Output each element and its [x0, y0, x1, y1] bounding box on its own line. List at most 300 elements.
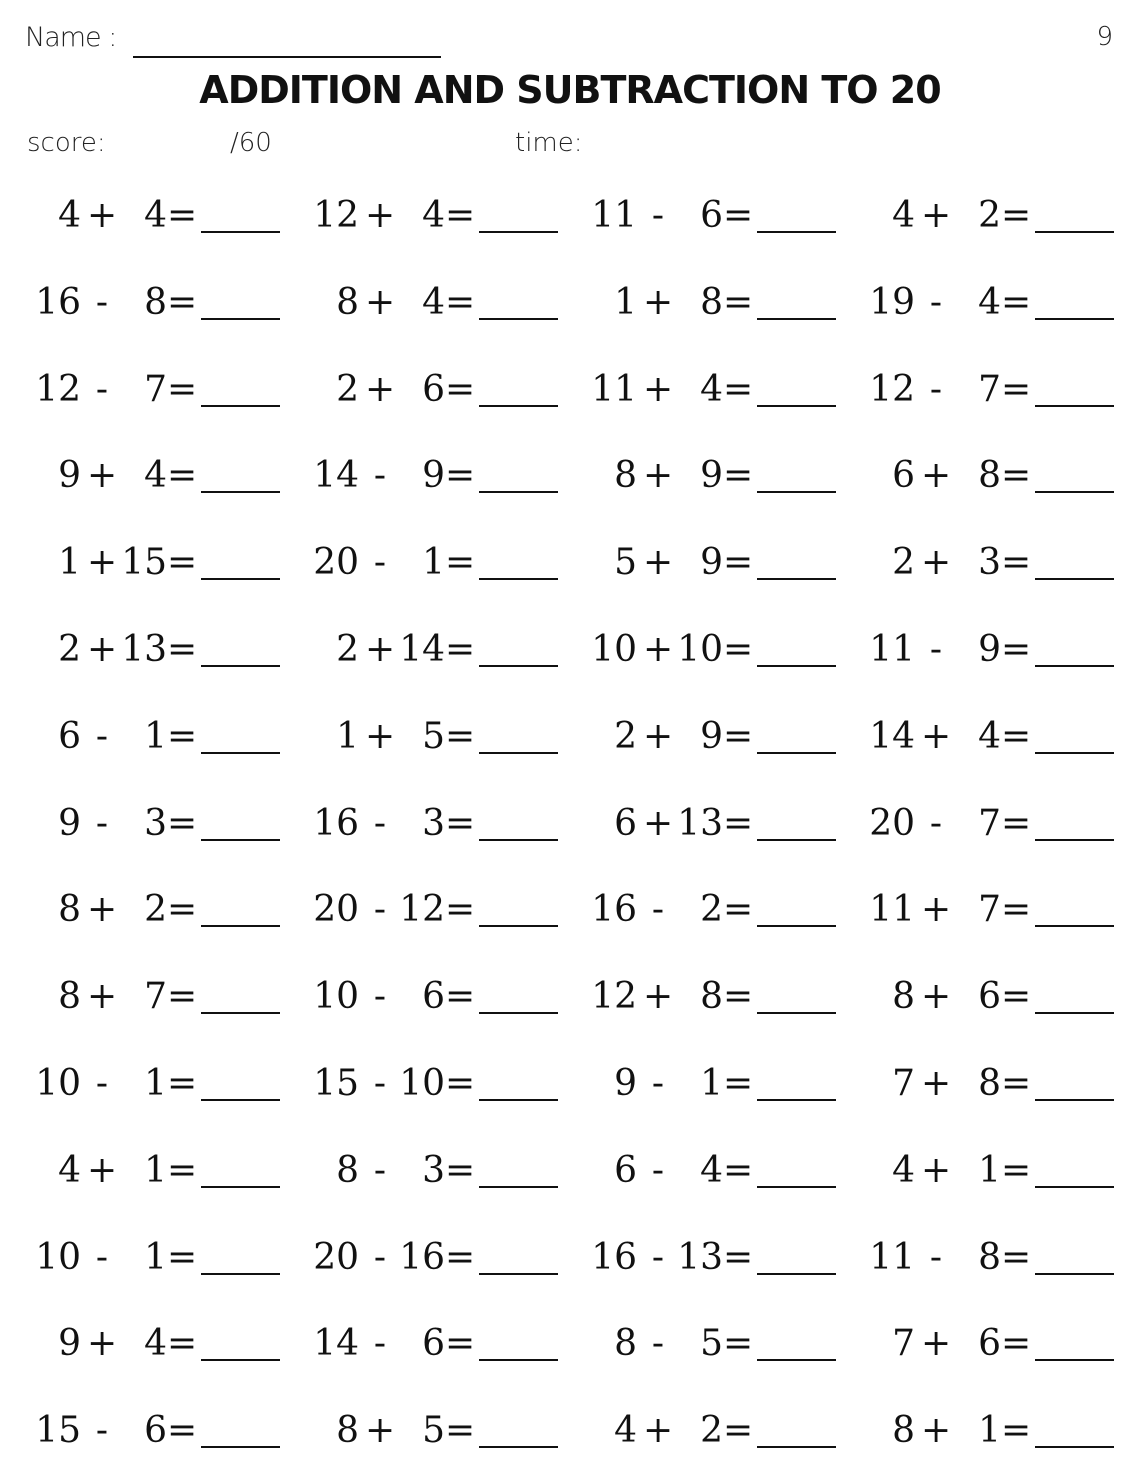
second-operand: 4: [144, 1323, 167, 1365]
operator-sign: +: [643, 542, 674, 584]
operator-sign: +: [365, 195, 396, 236]
problem-item: [869, 712, 1139, 762]
operator-sign: -: [651, 1323, 665, 1365]
first-operand: 1: [336, 715, 359, 757]
problem-item: [591, 625, 861, 675]
problem-item: [35, 1319, 305, 1369]
first-operand: 7: [892, 1063, 915, 1104]
equals-sign: =: [445, 976, 476, 1018]
operator-sign: -: [373, 455, 387, 497]
answer-blank[interactable]: [201, 1099, 280, 1101]
operator-sign: -: [373, 542, 387, 584]
equals-sign: =: [445, 542, 476, 584]
answer-blank[interactable]: [1035, 231, 1114, 233]
operator-sign: +: [921, 1149, 952, 1191]
equals-sign: =: [167, 368, 198, 410]
first-operand: 8: [58, 889, 81, 931]
equals-sign: =: [723, 195, 754, 236]
problem-item: [35, 1233, 305, 1283]
first-operand: 10: [591, 629, 637, 670]
answer-blank[interactable]: [1035, 665, 1114, 667]
first-operand: 16: [313, 802, 359, 844]
second-operand: 4: [700, 368, 723, 410]
equals-sign: =: [167, 976, 198, 1018]
first-operand: 4: [58, 195, 81, 236]
first-operand: 4: [892, 1149, 915, 1191]
operator-sign: -: [373, 1323, 387, 1365]
problem-item: [591, 972, 861, 1022]
problem-item: [35, 1406, 305, 1456]
equals-sign: =: [723, 976, 754, 1018]
first-operand: 11: [591, 368, 637, 410]
problem-item: [313, 1233, 583, 1283]
first-operand: 12: [869, 368, 915, 410]
answer-blank[interactable]: [1035, 1099, 1114, 1101]
second-operand: 5: [422, 1410, 445, 1452]
operator-sign: +: [921, 542, 952, 584]
problem-item: [35, 625, 305, 675]
first-operand: 16: [591, 1236, 637, 1278]
second-operand: 3: [144, 802, 167, 844]
operator-sign: +: [87, 455, 118, 497]
problem-item: [591, 1319, 861, 1369]
operator-sign: +: [643, 1410, 674, 1452]
operator-sign: -: [929, 802, 943, 844]
answer-blank[interactable]: [479, 1186, 558, 1188]
first-operand: 10: [35, 1236, 81, 1278]
operator-sign: +: [921, 1323, 952, 1365]
first-operand: 5: [614, 542, 637, 584]
answer-blank[interactable]: [201, 578, 280, 580]
second-operand: 4: [978, 715, 1001, 757]
first-operand: 6: [614, 1149, 637, 1191]
operator-sign: -: [651, 195, 665, 236]
answer-blank[interactable]: [1035, 1012, 1114, 1014]
second-operand: 8: [978, 455, 1001, 497]
problem-item: [313, 885, 583, 935]
equals-sign: =: [1001, 1323, 1032, 1365]
equals-sign: =: [1001, 195, 1032, 236]
operator-sign: +: [921, 1063, 952, 1104]
answer-blank[interactable]: [757, 925, 836, 927]
equals-sign: =: [1001, 455, 1032, 497]
answer-blank[interactable]: [757, 405, 836, 407]
first-operand: 12: [313, 195, 359, 236]
first-operand: 8: [336, 1410, 359, 1452]
answer-blank[interactable]: [757, 578, 836, 580]
answer-blank[interactable]: [757, 231, 836, 233]
second-operand: 9: [700, 455, 723, 497]
operator-sign: +: [87, 1149, 118, 1191]
operator-sign: -: [95, 802, 109, 844]
problem-item: [35, 191, 305, 241]
first-operand: 14: [313, 1323, 359, 1365]
problem-item: [313, 799, 583, 849]
operator-sign: +: [921, 976, 952, 1018]
second-operand: 1: [700, 1063, 723, 1104]
first-operand: 10: [35, 1063, 81, 1104]
operator-sign: +: [643, 629, 674, 670]
answer-blank[interactable]: [201, 752, 280, 754]
operator-sign: -: [373, 889, 387, 931]
first-operand: 15: [313, 1063, 359, 1104]
problem-item: [869, 451, 1139, 501]
answer-blank[interactable]: [201, 405, 280, 407]
answer-blank[interactable]: [757, 1012, 836, 1014]
answer-blank[interactable]: [479, 925, 558, 927]
first-operand: 8: [336, 281, 359, 323]
first-operand: 8: [892, 1410, 915, 1452]
equals-sign: =: [723, 715, 754, 757]
equals-sign: =: [723, 368, 754, 410]
answer-blank[interactable]: [757, 1273, 836, 1275]
first-operand: 4: [892, 195, 915, 236]
answer-blank[interactable]: [201, 231, 280, 233]
name-input-line[interactable]: [133, 56, 441, 58]
answer-blank[interactable]: [757, 665, 836, 667]
equals-sign: =: [167, 1410, 198, 1452]
first-operand: 6: [892, 455, 915, 497]
answer-blank[interactable]: [479, 839, 558, 841]
answer-blank[interactable]: [201, 1186, 280, 1188]
first-operand: 9: [614, 1063, 637, 1104]
operator-sign: -: [373, 1149, 387, 1191]
problem-item: [313, 1406, 583, 1456]
equals-sign: =: [1001, 976, 1032, 1018]
first-operand: 11: [869, 1236, 915, 1278]
problem-item: [869, 278, 1139, 328]
second-operand: 10: [677, 629, 723, 670]
second-operand: 2: [978, 195, 1001, 236]
equals-sign: =: [167, 455, 198, 497]
problem-item: [869, 799, 1139, 849]
problem-item: [313, 278, 583, 328]
operator-sign: +: [643, 455, 674, 497]
problem-item: [35, 278, 305, 328]
answer-blank[interactable]: [757, 839, 836, 841]
answer-blank[interactable]: [757, 491, 836, 493]
operator-sign: -: [95, 1063, 109, 1104]
equals-sign: =: [1001, 281, 1032, 323]
problem-item: [591, 1146, 861, 1196]
operator-sign: -: [929, 368, 943, 410]
equals-sign: =: [445, 1149, 476, 1191]
first-operand: 7: [892, 1323, 915, 1365]
equals-sign: =: [167, 1063, 198, 1104]
equals-sign: =: [167, 889, 198, 931]
answer-blank[interactable]: [1035, 405, 1114, 407]
name-label: Name :: [25, 22, 117, 53]
problem-item: [869, 1059, 1139, 1109]
answer-blank[interactable]: [1035, 1359, 1114, 1361]
answer-blank[interactable]: [201, 665, 280, 667]
answer-blank[interactable]: [757, 1359, 836, 1361]
operator-sign: +: [87, 1323, 118, 1365]
equals-sign: =: [445, 1236, 476, 1278]
answer-blank[interactable]: [479, 318, 558, 320]
answer-blank[interactable]: [1035, 578, 1114, 580]
second-operand: 2: [144, 889, 167, 931]
first-operand: 2: [892, 542, 915, 584]
problem-item: [313, 191, 583, 241]
operator-sign: -: [651, 1149, 665, 1191]
first-operand: 8: [336, 1149, 359, 1191]
second-operand: 7: [978, 802, 1001, 844]
operator-sign: -: [929, 281, 943, 323]
second-operand: 4: [144, 455, 167, 497]
second-operand: 9: [700, 715, 723, 757]
second-operand: 6: [144, 1410, 167, 1452]
answer-blank[interactable]: [1035, 752, 1114, 754]
score-label: score:: [27, 128, 106, 158]
problem-item: [35, 712, 305, 762]
equals-sign: =: [1001, 368, 1032, 410]
second-operand: 6: [978, 1323, 1001, 1365]
equals-sign: =: [723, 1236, 754, 1278]
first-operand: 15: [35, 1410, 81, 1452]
answer-blank[interactable]: [201, 1446, 280, 1448]
first-operand: 20: [313, 542, 359, 584]
operator-sign: +: [87, 195, 118, 236]
first-operand: 9: [58, 455, 81, 497]
answer-blank[interactable]: [479, 1099, 558, 1101]
time-label: time:: [515, 128, 583, 158]
second-operand: 4: [978, 281, 1001, 323]
problem-item: [869, 1406, 1139, 1456]
answer-blank[interactable]: [1035, 318, 1114, 320]
answer-blank[interactable]: [201, 1273, 280, 1275]
answer-blank[interactable]: [201, 1012, 280, 1014]
problem-item: [35, 1059, 305, 1109]
first-operand: 10: [313, 976, 359, 1018]
operator-sign: +: [87, 542, 118, 584]
problem-item: [313, 538, 583, 588]
operator-sign: +: [921, 455, 952, 497]
second-operand: 13: [677, 802, 723, 844]
problem-item: [591, 278, 861, 328]
operator-sign: -: [929, 629, 943, 670]
answer-blank[interactable]: [201, 839, 280, 841]
problem-item: [35, 799, 305, 849]
answer-blank[interactable]: [479, 1446, 558, 1448]
second-operand: 1: [144, 1149, 167, 1191]
answer-blank[interactable]: [479, 1359, 558, 1361]
answer-blank[interactable]: [201, 318, 280, 320]
second-operand: 13: [677, 1236, 723, 1278]
second-operand: 8: [978, 1063, 1001, 1104]
first-operand: 12: [35, 368, 81, 410]
score-total: /60: [230, 128, 272, 158]
first-operand: 1: [614, 281, 637, 323]
answer-blank[interactable]: [1035, 491, 1114, 493]
second-operand: 1: [144, 1236, 167, 1278]
second-operand: 7: [978, 889, 1001, 931]
first-operand: 8: [892, 976, 915, 1018]
equals-sign: =: [445, 455, 476, 497]
second-operand: 6: [422, 976, 445, 1018]
problem-item: [869, 885, 1139, 935]
second-operand: 3: [978, 542, 1001, 584]
operator-sign: +: [643, 976, 674, 1018]
operator-sign: -: [95, 1410, 109, 1452]
second-operand: 7: [978, 368, 1001, 410]
answer-blank[interactable]: [479, 491, 558, 493]
second-operand: 1: [422, 542, 445, 584]
operator-sign: -: [373, 1236, 387, 1278]
problem-item: [869, 1319, 1139, 1369]
equals-sign: =: [1001, 889, 1032, 931]
equals-sign: =: [723, 889, 754, 931]
answer-blank[interactable]: [1035, 1273, 1114, 1275]
first-operand: 14: [313, 455, 359, 497]
first-operand: 16: [35, 281, 81, 323]
second-operand: 12: [399, 889, 445, 931]
problem-item: [313, 365, 583, 415]
first-operand: 9: [58, 1323, 81, 1365]
equals-sign: =: [723, 629, 754, 670]
problem-item: [869, 191, 1139, 241]
answer-blank[interactable]: [201, 1359, 280, 1361]
operator-sign: -: [95, 281, 109, 323]
first-operand: 8: [614, 455, 637, 497]
worksheet-title: ADDITION AND SUBTRACTION TO 20: [199, 68, 941, 112]
second-operand: 15: [121, 542, 167, 584]
second-operand: 5: [422, 715, 445, 757]
second-operand: 6: [978, 976, 1001, 1018]
second-operand: 7: [144, 976, 167, 1018]
answer-blank[interactable]: [201, 491, 280, 493]
first-operand: 14: [869, 715, 915, 757]
answer-blank[interactable]: [479, 405, 558, 407]
answer-blank[interactable]: [479, 1012, 558, 1014]
problem-item: [869, 625, 1139, 675]
operator-sign: -: [373, 1063, 387, 1104]
second-operand: 2: [700, 889, 723, 931]
operator-sign: -: [651, 1236, 665, 1278]
second-operand: 16: [399, 1236, 445, 1278]
problem-item: [35, 451, 305, 501]
second-operand: 2: [700, 1410, 723, 1452]
problem-item: [869, 538, 1139, 588]
second-operand: 6: [422, 1323, 445, 1365]
operator-sign: -: [373, 976, 387, 1018]
first-operand: 2: [614, 715, 637, 757]
second-operand: 6: [422, 368, 445, 410]
answer-blank[interactable]: [1035, 1446, 1114, 1448]
problem-item: [35, 538, 305, 588]
equals-sign: =: [445, 1063, 476, 1104]
second-operand: 3: [422, 802, 445, 844]
problem-item: [869, 1233, 1139, 1283]
answer-blank[interactable]: [201, 925, 280, 927]
problem-item: [869, 972, 1139, 1022]
equals-sign: =: [723, 802, 754, 844]
answer-blank[interactable]: [757, 1099, 836, 1101]
equals-sign: =: [167, 195, 198, 236]
problem-item: [313, 625, 583, 675]
second-operand: 8: [978, 1236, 1001, 1278]
first-operand: 11: [869, 629, 915, 670]
answer-blank[interactable]: [1035, 1186, 1114, 1188]
operator-sign: +: [921, 715, 952, 757]
equals-sign: =: [445, 1410, 476, 1452]
answer-blank[interactable]: [757, 1446, 836, 1448]
operator-sign: +: [87, 976, 118, 1018]
second-operand: 10: [399, 1063, 445, 1104]
problem-item: [35, 972, 305, 1022]
equals-sign: =: [1001, 802, 1032, 844]
first-operand: 4: [58, 1149, 81, 1191]
first-operand: 11: [591, 195, 637, 236]
problem-item: [35, 1146, 305, 1196]
equals-sign: =: [445, 802, 476, 844]
operator-sign: +: [643, 368, 674, 410]
second-operand: 8: [700, 976, 723, 1018]
second-operand: 13: [121, 629, 167, 670]
first-operand: 2: [58, 629, 81, 670]
operator-sign: +: [921, 889, 952, 931]
answer-blank[interactable]: [479, 231, 558, 233]
first-operand: 8: [58, 976, 81, 1018]
problem-item: [591, 1059, 861, 1109]
first-operand: 12: [591, 976, 637, 1018]
operator-sign: -: [95, 1236, 109, 1278]
equals-sign: =: [445, 715, 476, 757]
first-operand: 19: [869, 281, 915, 323]
second-operand: 7: [144, 368, 167, 410]
first-operand: 16: [591, 889, 637, 931]
first-operand: 20: [313, 1236, 359, 1278]
second-operand: 1: [978, 1410, 1001, 1452]
first-operand: 20: [313, 889, 359, 931]
second-operand: 1: [144, 1063, 167, 1104]
problem-item: [591, 365, 861, 415]
answer-blank[interactable]: [479, 752, 558, 754]
answer-blank[interactable]: [479, 665, 558, 667]
second-operand: 9: [422, 455, 445, 497]
equals-sign: =: [167, 1323, 198, 1365]
equals-sign: =: [1001, 629, 1032, 670]
equals-sign: =: [723, 542, 754, 584]
answer-blank[interactable]: [479, 1273, 558, 1275]
first-operand: 2: [336, 368, 359, 410]
equals-sign: =: [167, 715, 198, 757]
problem-item: [591, 1406, 861, 1456]
first-operand: 2: [336, 629, 359, 670]
answer-blank[interactable]: [1035, 839, 1114, 841]
equals-sign: =: [167, 1149, 198, 1191]
answer-blank[interactable]: [1035, 925, 1114, 927]
problem-item: [591, 451, 861, 501]
equals-sign: =: [445, 195, 476, 236]
answer-blank[interactable]: [757, 1186, 836, 1188]
second-operand: 9: [700, 542, 723, 584]
problem-item: [869, 1146, 1139, 1196]
first-operand: 8: [614, 1323, 637, 1365]
first-operand: 6: [614, 802, 637, 844]
second-operand: 6: [700, 195, 723, 236]
second-operand: 8: [144, 281, 167, 323]
equals-sign: =: [445, 629, 476, 670]
answer-blank[interactable]: [479, 578, 558, 580]
answer-blank[interactable]: [757, 752, 836, 754]
operator-sign: +: [643, 281, 674, 323]
answer-blank[interactable]: [757, 318, 836, 320]
first-operand: 11: [869, 889, 915, 931]
equals-sign: =: [167, 802, 198, 844]
second-operand: 4: [144, 195, 167, 236]
equals-sign: =: [723, 281, 754, 323]
